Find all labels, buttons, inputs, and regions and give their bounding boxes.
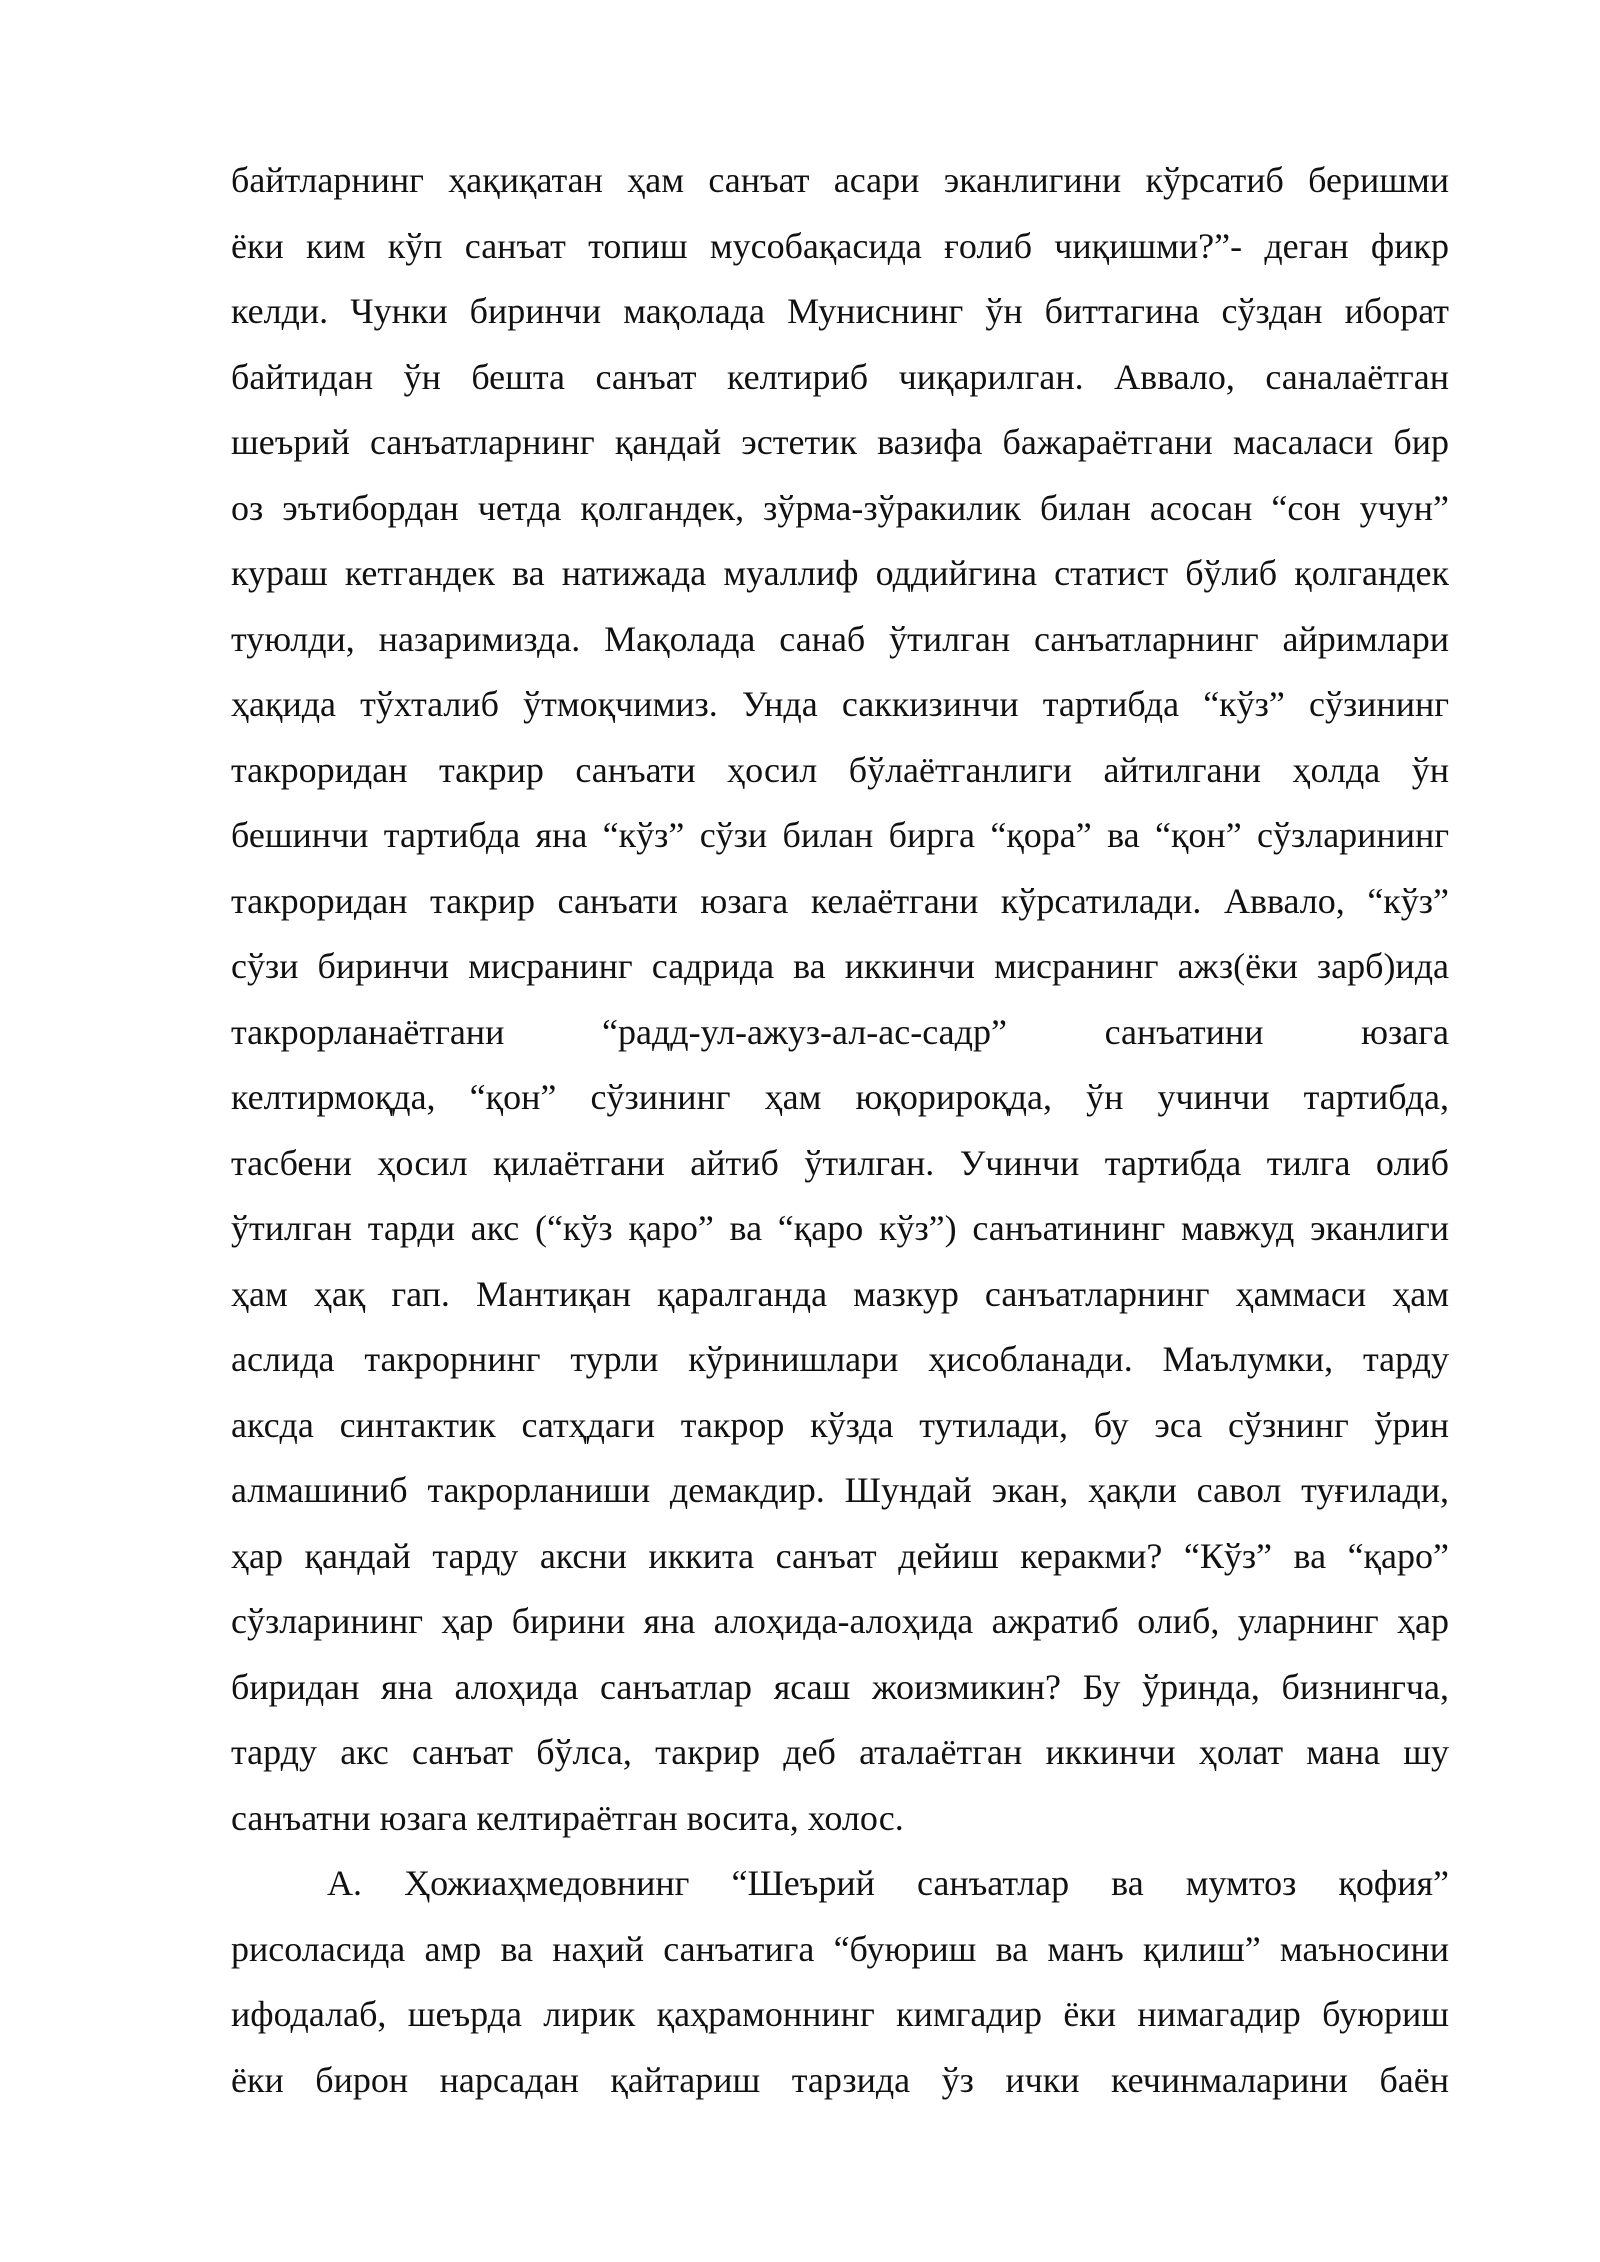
- text-line: оз эътибордан четда қолгандек, зўрма-зўракилик билан асосан “сон учун”: [231, 487, 1449, 528]
- text-line: ҳақида тўхталиб ўтмоқчимиз. Унда саккизинчи тартибда “кўз” сўзининг: [231, 684, 1449, 724]
- text-line: А. Ҳожиаҳмедовнинг “Шеърий санъатлар ва мумтоз қофия”: [327, 1863, 1449, 1903]
- text-line: туюлди, назаримизда. Мақолада санаб ўтилган санъатларнинг айримлари: [231, 618, 1449, 659]
- text-line: ёки ким кўп санъат топиш мусобақасида ғолиб чиқишми?”- деган фикр: [231, 225, 1449, 266]
- text-line: шеърий санъатларнинг қандай эстетик вазифа бажараётгани масаласи бир: [231, 422, 1449, 462]
- text-line: аслида такрорнинг турли кўринишлари ҳисобланади. Маълумки, тарду: [231, 1339, 1449, 1379]
- body-text: [231, 148, 1449, 2113]
- text-line: кураш кетгандек ва натижада муаллиф оддийгина статист бўлиб қолгандек: [231, 553, 1449, 593]
- text-line: алмашиниб такрорланиши демакдир. Шундай экан, ҳақли савол туғилади,: [231, 1470, 1449, 1510]
- text-line: келди. Чунки биринчи мақолада Муниснинг ўн биттагина сўздан иборат: [231, 291, 1449, 331]
- text-line: такрорланаётгани “радд-ул-ажуз-ал-ас-садр” санъатини юзага: [231, 1011, 1449, 1052]
- text-line: аксда синтактик сатҳдаги такрор кўзда тутилади, бу эса сўзнинг ўрин: [231, 1404, 1449, 1445]
- text-line: келтирмоқда, “қон” сўзининг ҳам юқорироқда, ўн учинчи тартибда,: [231, 1077, 1449, 1117]
- text-line: биридан яна алоҳида санъатлар ясаш жоизмикин? Бу ўринда, бизнингча,: [231, 1666, 1449, 1707]
- text-line: ўтилган тарди акс (“кўз қаро” ва “қаро кўз”) санъатининг мавжуд эканлиги: [231, 1208, 1449, 1248]
- text-line: рисоласида амр ва наҳий санъатига “буюриш ва манъ қилиш” маъносини: [231, 1928, 1449, 1969]
- paragraph: [231, 1851, 1449, 2113]
- text-line: бешинчи тартибда яна “кўз” сўзи билан бирга “қора” ва “қон” сўзларининг: [231, 815, 1449, 855]
- text-line: ёки бирон нарсадан қайтариш тарзида ўз ички кечинмаларини баён: [231, 2059, 1449, 2100]
- text-line: тасбени ҳосил қилаётгани айтиб ўтилган. Учинчи тартибда тилга олиб: [231, 1142, 1449, 1183]
- text-line: такроридан такрир санъати юзага келаётгани кўрсатилади. Аввало, “кўз”: [231, 880, 1449, 921]
- text-line: байтидан ўн бешта санъат келтириб чиқарилган. Аввало, саналаётган: [231, 356, 1449, 397]
- text-line: санъатни юзага келтираётган восита, холос.: [231, 1797, 904, 1838]
- text-line: такроридан такрир санъати ҳосил бўлаётганлиги айтилгани ҳолда ўн: [231, 749, 1449, 790]
- text-line: сўзи биринчи мисранинг садрида ва иккинчи мисранинг ажз(ёки зарб)ида: [231, 946, 1449, 986]
- text-line: ифодалаб, шеърда лирик қаҳрамоннинг кимгадир ёки нимагадир буюриш: [231, 1994, 1449, 2034]
- text-line: байтларнинг ҳақиқатан ҳам санъат асари эканлигини кўрсатиб беришми: [231, 160, 1449, 200]
- paragraph: [231, 148, 1449, 1851]
- text-line: ҳам ҳақ гап. Мантиқан қаралганда мазкур санъатларнинг ҳаммаси ҳам: [231, 1273, 1449, 1314]
- text-line: тарду акс санъат бўлса, такрир деб аталаётган иккинчи ҳолат мана шу: [231, 1732, 1449, 1772]
- text-line: сўзларининг ҳар бирини яна алоҳида-алоҳида ажратиб олиб, уларнинг ҳар: [231, 1601, 1449, 1641]
- text-line: ҳар қандай тарду аксни иккита санъат дейиш керакми? “Кўз” ва “қаро”: [231, 1535, 1449, 1576]
